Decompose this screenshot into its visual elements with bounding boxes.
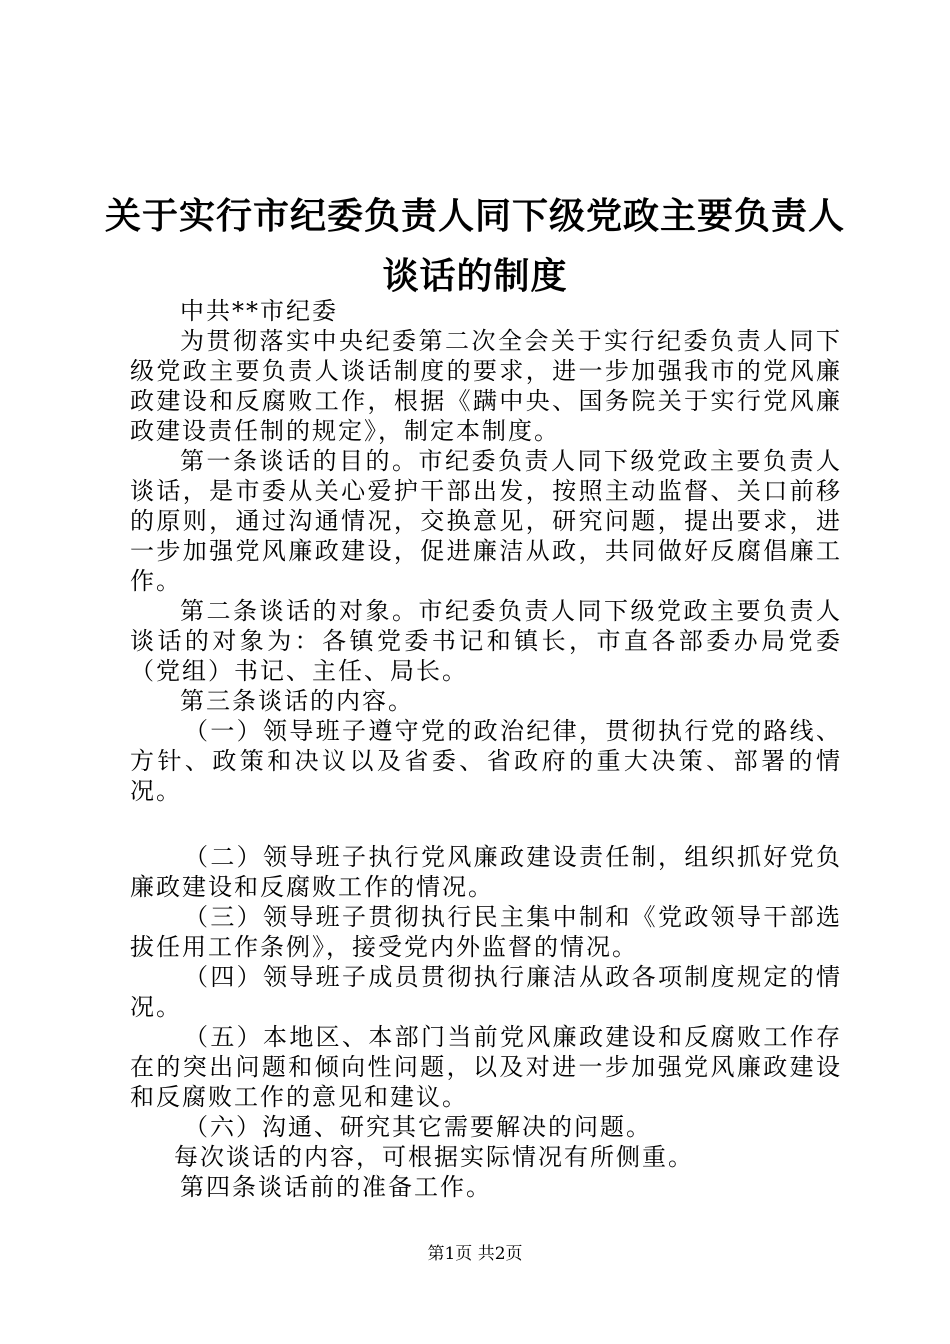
title-line-2: 谈话的制度 — [382, 255, 568, 297]
paragraph-article-3: 第三条谈话的内容。 — [180, 687, 414, 715]
document-body — [130, 296, 842, 1202]
paragraph-article-1: 第一条谈话的目的。市纪委负责人同下级党政主要负责人谈话，是市委从关心爱护干部出发，按照主动监督、关口前移的原则，通过沟通情况，交换意见，研究问题，提出要求，进一步加强党风廉政建设，促进廉洁从政，共同做好反腐倡廉工作。 — [130, 447, 842, 595]
blank-line — [130, 806, 842, 842]
paragraph-article-4: 第四条谈话前的准备工作。 — [180, 1173, 492, 1201]
paragraph-item-5: （五）本地区、本部门当前党风廉政建设和反腐败工作存在的突出问题和倾向性问题，以及对进一步加强党风廉政建设和反腐败工作的意见和建议。 — [130, 1023, 842, 1111]
paragraph-item-1: （一）领导班子遵守党的政治纪律，贯彻执行党的路线、方针、政策和决议以及省委、省政府的重大决策、部署的情况。 — [130, 717, 842, 805]
document-title — [100, 186, 850, 306]
page-footer — [0, 1243, 950, 1265]
paragraph-item-4: （四）领导班子成员贯彻执行廉洁从政各项制度规定的情况。 — [130, 963, 842, 1021]
paragraph-item-2: （二）领导班子执行党风廉政建设责任制，组织抓好党负廉政建设和反腐败工作的情况。 — [130, 843, 842, 901]
author-line: 中共**市纪委 — [180, 297, 338, 325]
paragraph-item-6: （六）沟通、研究其它需要解决的问题。 — [184, 1113, 652, 1141]
page-number: 第1页 共2页 — [427, 1244, 523, 1264]
paragraph-item-3: （三）领导班子贯彻执行民主集中制和《党政领导干部选拔任用工作条例》，接受党内外监督的情况。 — [130, 903, 842, 961]
paragraph-article-2: 第二条谈话的对象。市纪委负责人同下级党政主要负责人谈话的对象为：各镇党委书记和镇长，市直各部委办局党委（党组）书记、主任、局长。 — [130, 597, 842, 685]
title-line-1: 关于实行市纪委负责人同下级党政主要负责人 — [104, 195, 845, 237]
paragraph-intro: 为贯彻落实中央纪委第二次全会关于实行纪委负责人同下级党政主要负责人谈话制度的要求，进一步加强我市的党风廉政建设和反腐败工作，根据《蹒中央、国务院关于实行党风廉政建设责任制的规定》，制定本制度。 — [130, 327, 842, 445]
paragraph-note: 每次谈话的内容，可根据实际情况有所侧重。 — [174, 1143, 694, 1171]
